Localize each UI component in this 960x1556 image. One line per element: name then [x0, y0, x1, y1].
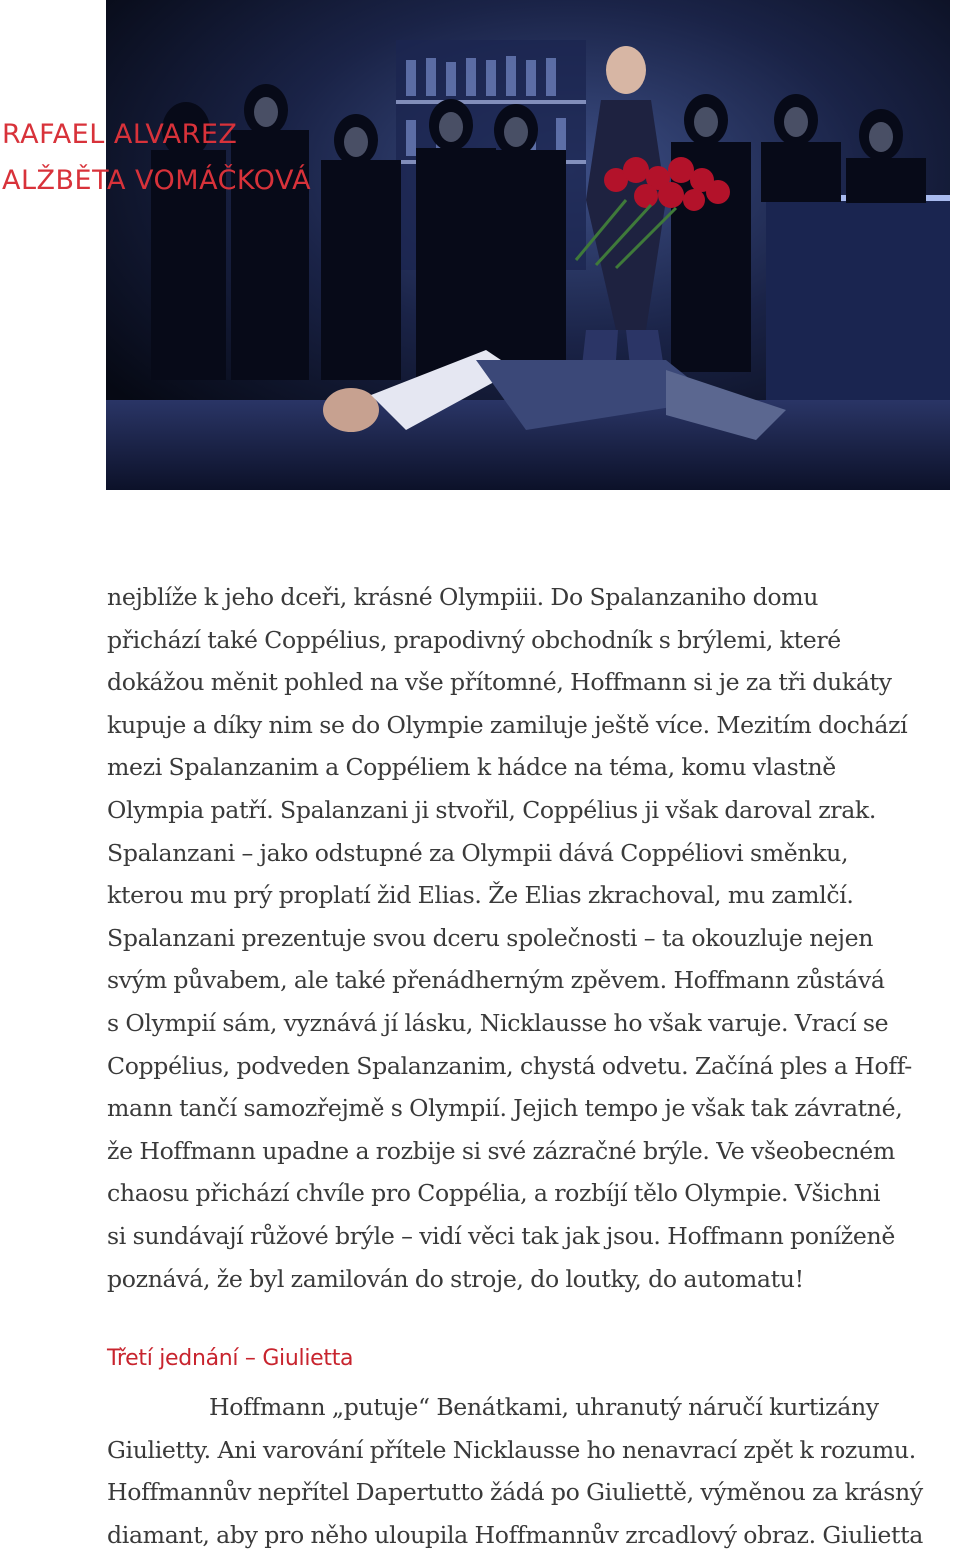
text-line: Coppélius, podveden Spalanzanim, chystá odvetu. Začíná ples a Hoff-: [107, 1051, 912, 1080]
text-line: diamant, aby pro něho uloupila Hoffmannův zrcadlový obraz. Giulietta: [107, 1520, 923, 1549]
text-line: Spalanzani – jako odstupné za Olympii dává Coppéliovi směnku,: [107, 838, 849, 867]
text-line: dokážou měnit pohled na vše přítomné, Hoffmann si je za tři dukáty: [107, 668, 892, 697]
text-line: přichází také Coppélius, prapodivný obchodník s brýlemi, které: [107, 625, 841, 654]
text-line: Spalanzani prezentuje svou dceru společnosti – ta okouzluje nejen: [107, 923, 874, 952]
text-line: poznává, že byl zamilován do stroje, do loutky, do automatu!: [107, 1264, 804, 1293]
text-line: mann tančí samozřejmě s Olympií. Jejich tempo je však tak závratné,: [107, 1094, 903, 1123]
text-line: kupuje a díky nim se do Olympie zamiluje ještě více. Mezitím dochází: [107, 710, 908, 739]
text-line: nejblíže k jeho dceři, krásné Olympiii. Do Spalanzaniho domu: [107, 583, 819, 611]
section-heading: Třetí jednání – Giulietta: [107, 1346, 354, 1371]
caption-performer-1: RAFAEL ALVAREZ: [2, 119, 238, 150]
caption-performer-2: ALŽBĚTA VOMÁČKOVÁ: [2, 165, 312, 196]
text-line: chaosu přichází chvíle pro Coppélia, a rozbíjí tělo Olympie. Všichni: [107, 1179, 881, 1208]
text-line: kterou mu prý proplatí žid Elias. Že Elias zkrachoval, mu zamlčí.: [107, 881, 854, 910]
text-line: mezi Spalanzanim a Coppéliem k hádce na téma, komu vlastně: [107, 753, 836, 782]
text-line: Olympia patří. Spalanzani ji stvořil, Coppélius ji však daroval zrak.: [107, 795, 877, 824]
section-paragraph: [107, 1386, 952, 1556]
text-line: Giulietty. Ani varování přítele Nicklausse ho nenavrací zpět k rozumu.: [107, 1435, 916, 1464]
text-line: Hoffmannův nepřítel Dapertutto žádá po Giuliettě, výměnou za krásný: [107, 1478, 923, 1507]
body-paragraph: [107, 576, 952, 1300]
text-line: že Hoffmann upadne a rozbije si své zázračné brýle. Ve všeobecném: [107, 1136, 895, 1165]
text-line: svým půvabem, ale také přenádherným zpěvem. Hoffmann zůstává: [107, 966, 885, 995]
text-line: Hoffmann „putuje“ Benátkami, uhranutý náručí kurtizány: [209, 1393, 879, 1421]
text-line: si sundávají růžové brýle – vidí věci tak jak jsou. Hoffmann poníženě: [107, 1221, 895, 1250]
text-line: s Olympií sám, vyznává jí lásku, Nicklausse ho však varuje. Vrací se: [107, 1008, 889, 1037]
stage-scene-photo: [106, 0, 950, 490]
photo-caption: [2, 112, 422, 204]
stage-scene-icon: [106, 0, 950, 490]
